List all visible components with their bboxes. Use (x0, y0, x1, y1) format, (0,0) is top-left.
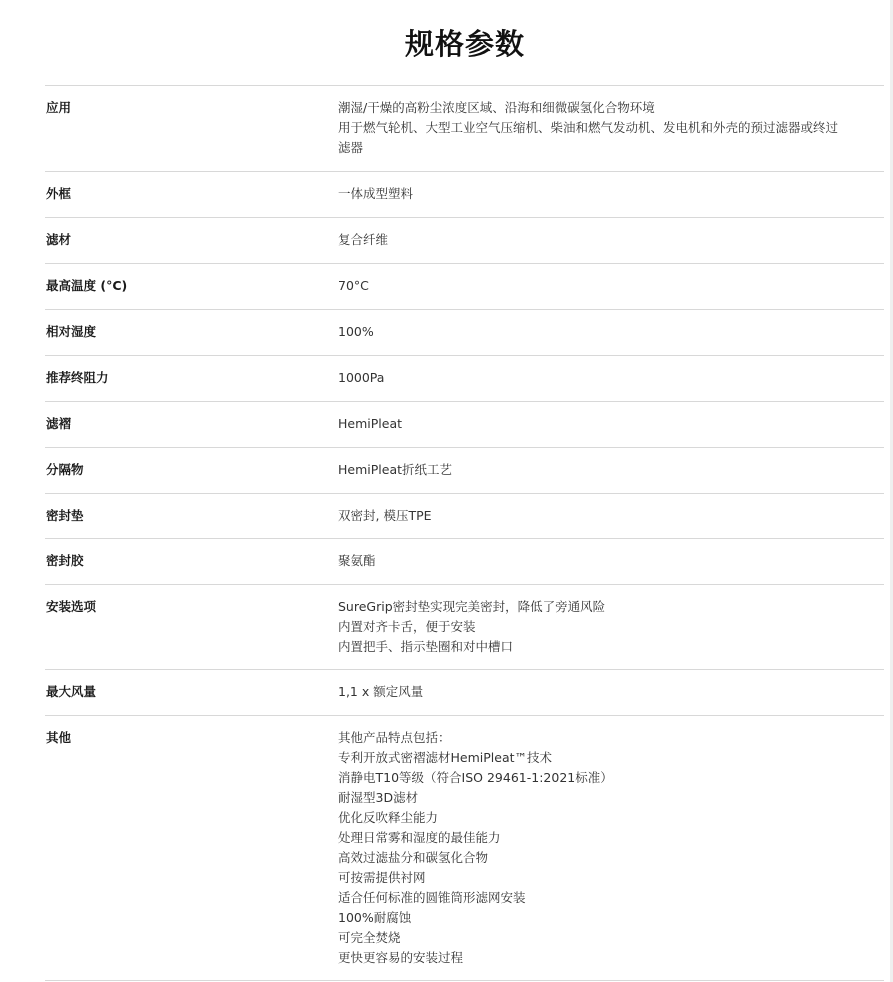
spec-table (45, 85, 884, 981)
spec-row (45, 670, 884, 716)
spec-row (45, 310, 884, 356)
spec-label: 最高温度 (°C) (46, 278, 128, 293)
spec-value-line: 70°C (338, 278, 369, 293)
spec-value-line: 复合纤维 (338, 232, 389, 247)
spec-value-line: 耐湿型3D滤材 (338, 790, 419, 805)
spec-value-line: 双密封, 模压TPE (338, 508, 432, 523)
spec-label: 分隔物 (46, 462, 84, 477)
spec-row (45, 448, 884, 494)
spec-value-line: 一体成型塑料 (338, 186, 414, 201)
spec-value-line: 可按需提供衬网 (338, 870, 426, 885)
spec-label: 密封胶 (46, 553, 84, 568)
spec-row (45, 356, 884, 402)
spec-label: 滤材 (46, 232, 72, 247)
spec-value (338, 494, 884, 538)
spec-label: 最大风量 (46, 684, 97, 699)
spec-value (338, 585, 884, 669)
spec-label: 外框 (46, 186, 72, 201)
spec-value-line: HemiPleat折纸工艺 (338, 462, 453, 477)
spec-value-line: 处理日常雾和湿度的最佳能力 (338, 830, 501, 845)
page-title: 规格参数 (404, 27, 525, 61)
spec-row (45, 172, 884, 218)
spec-label: 相对湿度 (46, 324, 97, 339)
spec-value (338, 448, 884, 493)
spec-value-line: 1,1 x 额定风量 (338, 684, 424, 699)
spec-value (338, 218, 884, 263)
spec-value-line: 100%耐腐蚀 (338, 910, 412, 925)
spec-value (338, 716, 884, 980)
spec-row (45, 264, 884, 310)
spec-value-line: SureGrip密封垫实现完美密封，降低了旁通风险 (338, 599, 606, 614)
spec-value-line: 可完全焚烧 (338, 930, 401, 945)
spec-value (338, 86, 884, 171)
spec-label: 滤褶 (46, 416, 72, 431)
spec-value-line: 其他产品特点包括： (338, 730, 451, 745)
spec-row (45, 86, 884, 172)
spec-row (45, 402, 884, 448)
spec-value-line: 专利开放式密褶滤材HemiPleat™技术 (338, 750, 553, 765)
spec-label: 推荐终阻力 (46, 370, 109, 385)
spec-label: 密封垫 (46, 508, 84, 523)
spec-value-line: 更快更容易的安装过程 (338, 950, 464, 965)
spec-row (45, 539, 884, 585)
spec-label: 其他 (46, 730, 72, 745)
spec-value-line: 1000Pa (338, 370, 385, 385)
spec-value-line: 适合任何标准的圆锥筒形滤网安装 (338, 890, 526, 905)
spec-label: 应用 (46, 100, 72, 115)
spec-row (45, 716, 884, 981)
spec-value (338, 310, 884, 355)
spec-row (45, 585, 884, 670)
spec-value-line: 优化反吹释尘能力 (338, 810, 439, 825)
spec-value-line: 内置对齐卡舌，便于安装 (338, 619, 476, 634)
spec-value (338, 539, 884, 584)
spec-value (338, 172, 884, 217)
spec-value-line: 消静电T10等级（符合ISO 29461-1:2021标准） (338, 770, 613, 785)
spec-value-line: 100% (338, 324, 374, 339)
spec-row (45, 218, 884, 264)
spec-value-line: 潮湿/干燥的高粉尘浓度区域、沿海和细微碳氢化合物环境 (338, 100, 655, 115)
spec-row (45, 494, 884, 539)
spec-label: 安装选项 (46, 599, 97, 614)
spec-value-line: 滤器 (338, 140, 364, 155)
spec-value-line: HemiPleat (338, 416, 403, 431)
spec-value-line: 聚氨酯 (338, 553, 376, 568)
spec-value-line: 用于燃气轮机、大型工业空气压缩机、柴油和燃气发动机、发电机和外壳的预过滤器或终过 (338, 120, 839, 135)
spec-value-line: 高效过滤盐分和碳氢化合物 (338, 850, 489, 865)
spec-value (338, 356, 884, 401)
spec-value-line: 内置把手、指示垫圈和对中槽口 (338, 639, 514, 654)
spec-value (338, 264, 884, 309)
spec-value (338, 670, 884, 715)
spec-value (338, 402, 884, 447)
